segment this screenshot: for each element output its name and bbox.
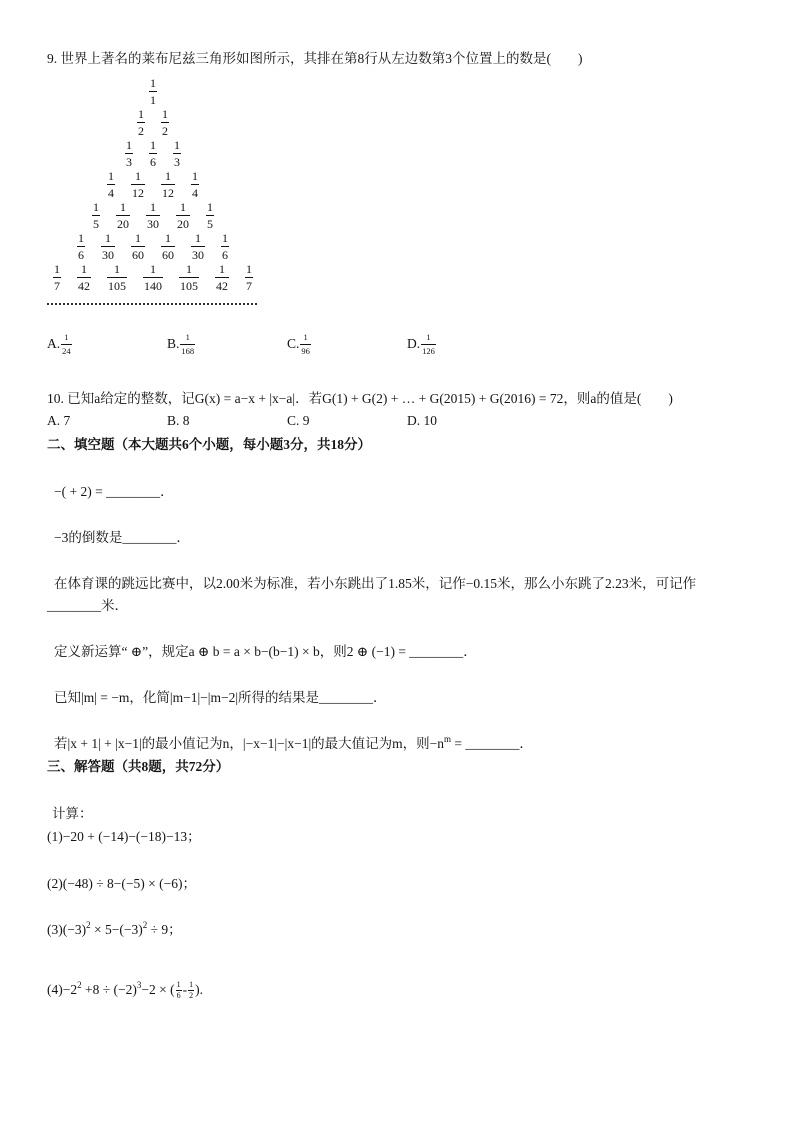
p3-exponent-1: 2 xyxy=(86,920,91,930)
fraction-numerator: 1 xyxy=(81,262,87,276)
p4-fraction-1 xyxy=(176,981,182,1000)
fill-in-question-3-line-1: 在体育课的跳远比赛中，以2.00米为标准，若小东跳出了1.85米，记作−0.15米，那么小东跳了2.23米，可记作 xyxy=(54,576,697,591)
fraction-numerator: 1 xyxy=(114,262,120,276)
fraction-denominator: 12 xyxy=(162,186,174,200)
option-fraction xyxy=(61,333,72,356)
q9-option-a xyxy=(47,332,72,356)
p3-exponent-2: 2 xyxy=(142,920,148,930)
p4-minus: - xyxy=(182,982,188,997)
triangle-fraction xyxy=(92,201,100,232)
fraction-denominator: 20 xyxy=(177,217,189,231)
fraction-denominator: 5 xyxy=(93,217,99,231)
triangle-fraction xyxy=(191,232,205,263)
fraction-denominator: 30 xyxy=(147,217,159,231)
fraction-numerator: 1 xyxy=(195,231,201,245)
triangle-fraction xyxy=(143,263,163,294)
triangle-fraction xyxy=(107,170,115,201)
option-label: C. xyxy=(287,336,300,351)
fraction-denominator: 30 xyxy=(192,248,204,262)
fraction-numerator: 1 xyxy=(186,262,192,276)
fraction-numerator: 1 xyxy=(93,200,99,214)
triangle-fraction xyxy=(116,201,130,232)
fill-in-question-3-line-2: ________米． xyxy=(47,598,128,613)
fraction-numerator: 1 xyxy=(120,200,126,214)
problem-3 xyxy=(47,921,182,939)
fraction-numerator: 1 xyxy=(150,262,156,276)
fraction-numerator: 1 xyxy=(192,169,198,183)
question-10-stem: 10. 已知a给定的整数，记G(x) = a−x + |x−a|．若G(1) + G(2) + … + G(2015) + G(2016) = 72，则a的值是( ) xyxy=(47,391,673,406)
fraction-numerator: 1 xyxy=(176,980,181,990)
fraction-denominator: 6 xyxy=(150,155,156,169)
q6-text-before: 若|x + 1| + |x−1|的最小值记为n，|−x−1|−|x−1|的最大值记为m，则−n xyxy=(54,736,445,751)
triangle-row-7 xyxy=(0,263,306,294)
option-fraction xyxy=(180,333,195,356)
triangle-fraction xyxy=(53,263,61,294)
fraction-denominator: 7 xyxy=(246,279,252,293)
p4-part-c: −2 × ( xyxy=(141,982,175,997)
fraction-numerator: 1 xyxy=(303,331,308,342)
fraction-numerator: 1 xyxy=(105,231,111,245)
fraction-denominator: 2 xyxy=(189,991,194,1001)
fill-in-question-5: 已知|m| = −m，化简|m−1|−|m−2|所得的结果是________． xyxy=(54,690,387,705)
p4-part-b: +8 ÷ (−2) xyxy=(81,982,137,997)
fill-in-question-6 xyxy=(54,735,533,753)
p4-part-d: ). xyxy=(195,982,203,997)
section-3-header: 三、解答题（共8题，共72分） xyxy=(47,759,230,774)
triangle-fraction xyxy=(176,201,190,232)
triangle-fraction xyxy=(161,108,169,139)
fraction-numerator: 1 xyxy=(108,169,114,183)
fraction-numerator: 1 xyxy=(126,138,132,152)
q10-option-a: A. 7 xyxy=(47,413,71,428)
fraction-denominator: 5 xyxy=(207,217,213,231)
fraction-numerator: 1 xyxy=(219,262,225,276)
triangle-fraction xyxy=(137,108,145,139)
triangle-row-6 xyxy=(0,232,306,263)
ellipsis-divider xyxy=(47,303,257,305)
fraction-numerator: 1 xyxy=(162,107,168,121)
fraction-numerator: 1 xyxy=(135,169,141,183)
problem-2: (2)(−48) ÷ 8−(−5) × (−6)； xyxy=(47,876,196,891)
triangle-row-2 xyxy=(0,108,306,139)
fraction-numerator: 1 xyxy=(246,262,252,276)
triangle-fraction xyxy=(77,263,91,294)
option-fraction xyxy=(300,333,311,356)
triangle-fraction xyxy=(101,232,115,263)
fraction-denominator: 105 xyxy=(180,279,198,293)
triangle-row-4 xyxy=(0,170,306,201)
triangle-fraction xyxy=(206,201,214,232)
fraction-numerator: 1 xyxy=(135,231,141,245)
triangle-fraction xyxy=(215,263,229,294)
q10-option-c: C. 9 xyxy=(287,413,310,428)
triangle-fraction xyxy=(149,139,157,170)
p4-exponent-1: 2 xyxy=(77,980,82,990)
q6-text-after: = ________． xyxy=(451,736,533,751)
fraction-denominator: 6 xyxy=(78,248,84,262)
fraction-denominator: 30 xyxy=(102,248,114,262)
triangle-row-3 xyxy=(0,139,306,170)
fraction-denominator: 60 xyxy=(132,248,144,262)
fraction-denominator: 12 xyxy=(132,186,144,200)
triangle-fraction xyxy=(245,263,253,294)
fraction-denominator: 168 xyxy=(181,345,195,356)
fraction-denominator: 24 xyxy=(62,345,71,356)
fraction-numerator: 1 xyxy=(138,107,144,121)
fraction-numerator: 1 xyxy=(222,231,228,245)
p4-part-a: (4)−2 xyxy=(47,982,78,997)
fraction-denominator: 2 xyxy=(138,124,144,138)
triangle-fraction xyxy=(161,232,175,263)
fraction-numerator: 1 xyxy=(185,331,190,342)
q9-option-b xyxy=(167,332,195,356)
fraction-denominator: 42 xyxy=(78,279,90,293)
fraction-denominator: 4 xyxy=(108,186,114,200)
triangle-fraction xyxy=(149,77,157,108)
fraction-denominator: 6 xyxy=(176,991,181,1001)
option-label: D. xyxy=(407,336,421,351)
leibniz-triangle xyxy=(0,77,306,294)
p3-part-c: ÷ 9； xyxy=(147,922,182,937)
fraction-numerator: 1 xyxy=(207,200,213,214)
triangle-fraction xyxy=(161,170,175,201)
problem-1: (1)−20 + (−14)−(−18)−13； xyxy=(47,829,201,844)
fraction-denominator: 126 xyxy=(422,345,435,356)
fraction-denominator: 3 xyxy=(126,155,132,169)
fraction-denominator: 7 xyxy=(54,279,60,293)
fraction-denominator: 6 xyxy=(222,248,228,262)
q10-option-d: D. 10 xyxy=(407,413,437,428)
triangle-fraction xyxy=(191,170,199,201)
fraction-denominator: 140 xyxy=(144,279,162,293)
triangle-fraction xyxy=(131,232,145,263)
fraction-numerator: 1 xyxy=(426,331,431,342)
p4-exponent-2: 3 xyxy=(136,980,142,990)
fraction-numerator: 1 xyxy=(165,169,171,183)
option-label: A. xyxy=(47,336,61,351)
fraction-numerator: 1 xyxy=(150,76,156,90)
fraction-numerator: 1 xyxy=(78,231,84,245)
triangle-fraction xyxy=(107,263,127,294)
fraction-numerator: 1 xyxy=(150,200,156,214)
fraction-denominator: 105 xyxy=(108,279,126,293)
fraction-numerator: 1 xyxy=(54,262,60,276)
triangle-fraction xyxy=(179,263,199,294)
fraction-denominator: 2 xyxy=(162,124,168,138)
fraction-denominator: 3 xyxy=(174,155,180,169)
question-9-stem: 9. 世界上著名的莱布尼兹三角形如图所示，其排在第8行从左边数第3个位置上的数是( ) xyxy=(47,51,583,66)
p3-part-a: (3)(−3) xyxy=(47,922,87,937)
triangle-fraction xyxy=(131,170,145,201)
p3-part-b: × 5−(−3) xyxy=(90,922,143,937)
triangle-row-5 xyxy=(0,201,306,232)
fill-in-question-4: 定义新运算“ ⊕”，规定a ⊕ b = a × b−(b−1) × b，则2 ⊕ (−1) = ________． xyxy=(54,644,477,659)
fill-in-question-2: −3的倒数是________． xyxy=(54,530,190,545)
section-2-header: 二、填空题（本大题共6个小题，每小题3分，共18分） xyxy=(47,437,371,452)
calculation-intro: 计算： xyxy=(52,806,93,821)
option-fraction xyxy=(421,333,436,356)
fraction-denominator: 1 xyxy=(150,93,156,107)
fraction-numerator: 1 xyxy=(174,138,180,152)
fraction-numerator: 1 xyxy=(150,138,156,152)
q6-exponent: m xyxy=(444,734,452,744)
q10-option-b: B. 8 xyxy=(167,413,190,428)
fraction-numerator: 1 xyxy=(189,980,194,990)
triangle-fraction xyxy=(173,139,181,170)
triangle-fraction xyxy=(221,232,229,263)
triangle-row-1 xyxy=(0,77,306,108)
triangle-fraction xyxy=(125,139,133,170)
fraction-numerator: 1 xyxy=(180,200,186,214)
fraction-numerator: 1 xyxy=(165,231,171,245)
q9-option-d xyxy=(407,332,436,356)
fill-in-question-1: −( + 2) = ________． xyxy=(54,484,174,499)
fraction-denominator: 96 xyxy=(301,345,310,356)
triangle-fraction xyxy=(77,232,85,263)
problem-4 xyxy=(47,981,203,1000)
fraction-numerator: 1 xyxy=(64,331,69,342)
fraction-denominator: 42 xyxy=(216,279,228,293)
fraction-denominator: 20 xyxy=(117,217,129,231)
fraction-denominator: 60 xyxy=(162,248,174,262)
option-label: B. xyxy=(167,336,180,351)
triangle-fraction xyxy=(146,201,160,232)
fraction-denominator: 4 xyxy=(192,186,198,200)
q9-option-c xyxy=(287,332,311,356)
p4-fraction-2 xyxy=(188,981,194,1000)
